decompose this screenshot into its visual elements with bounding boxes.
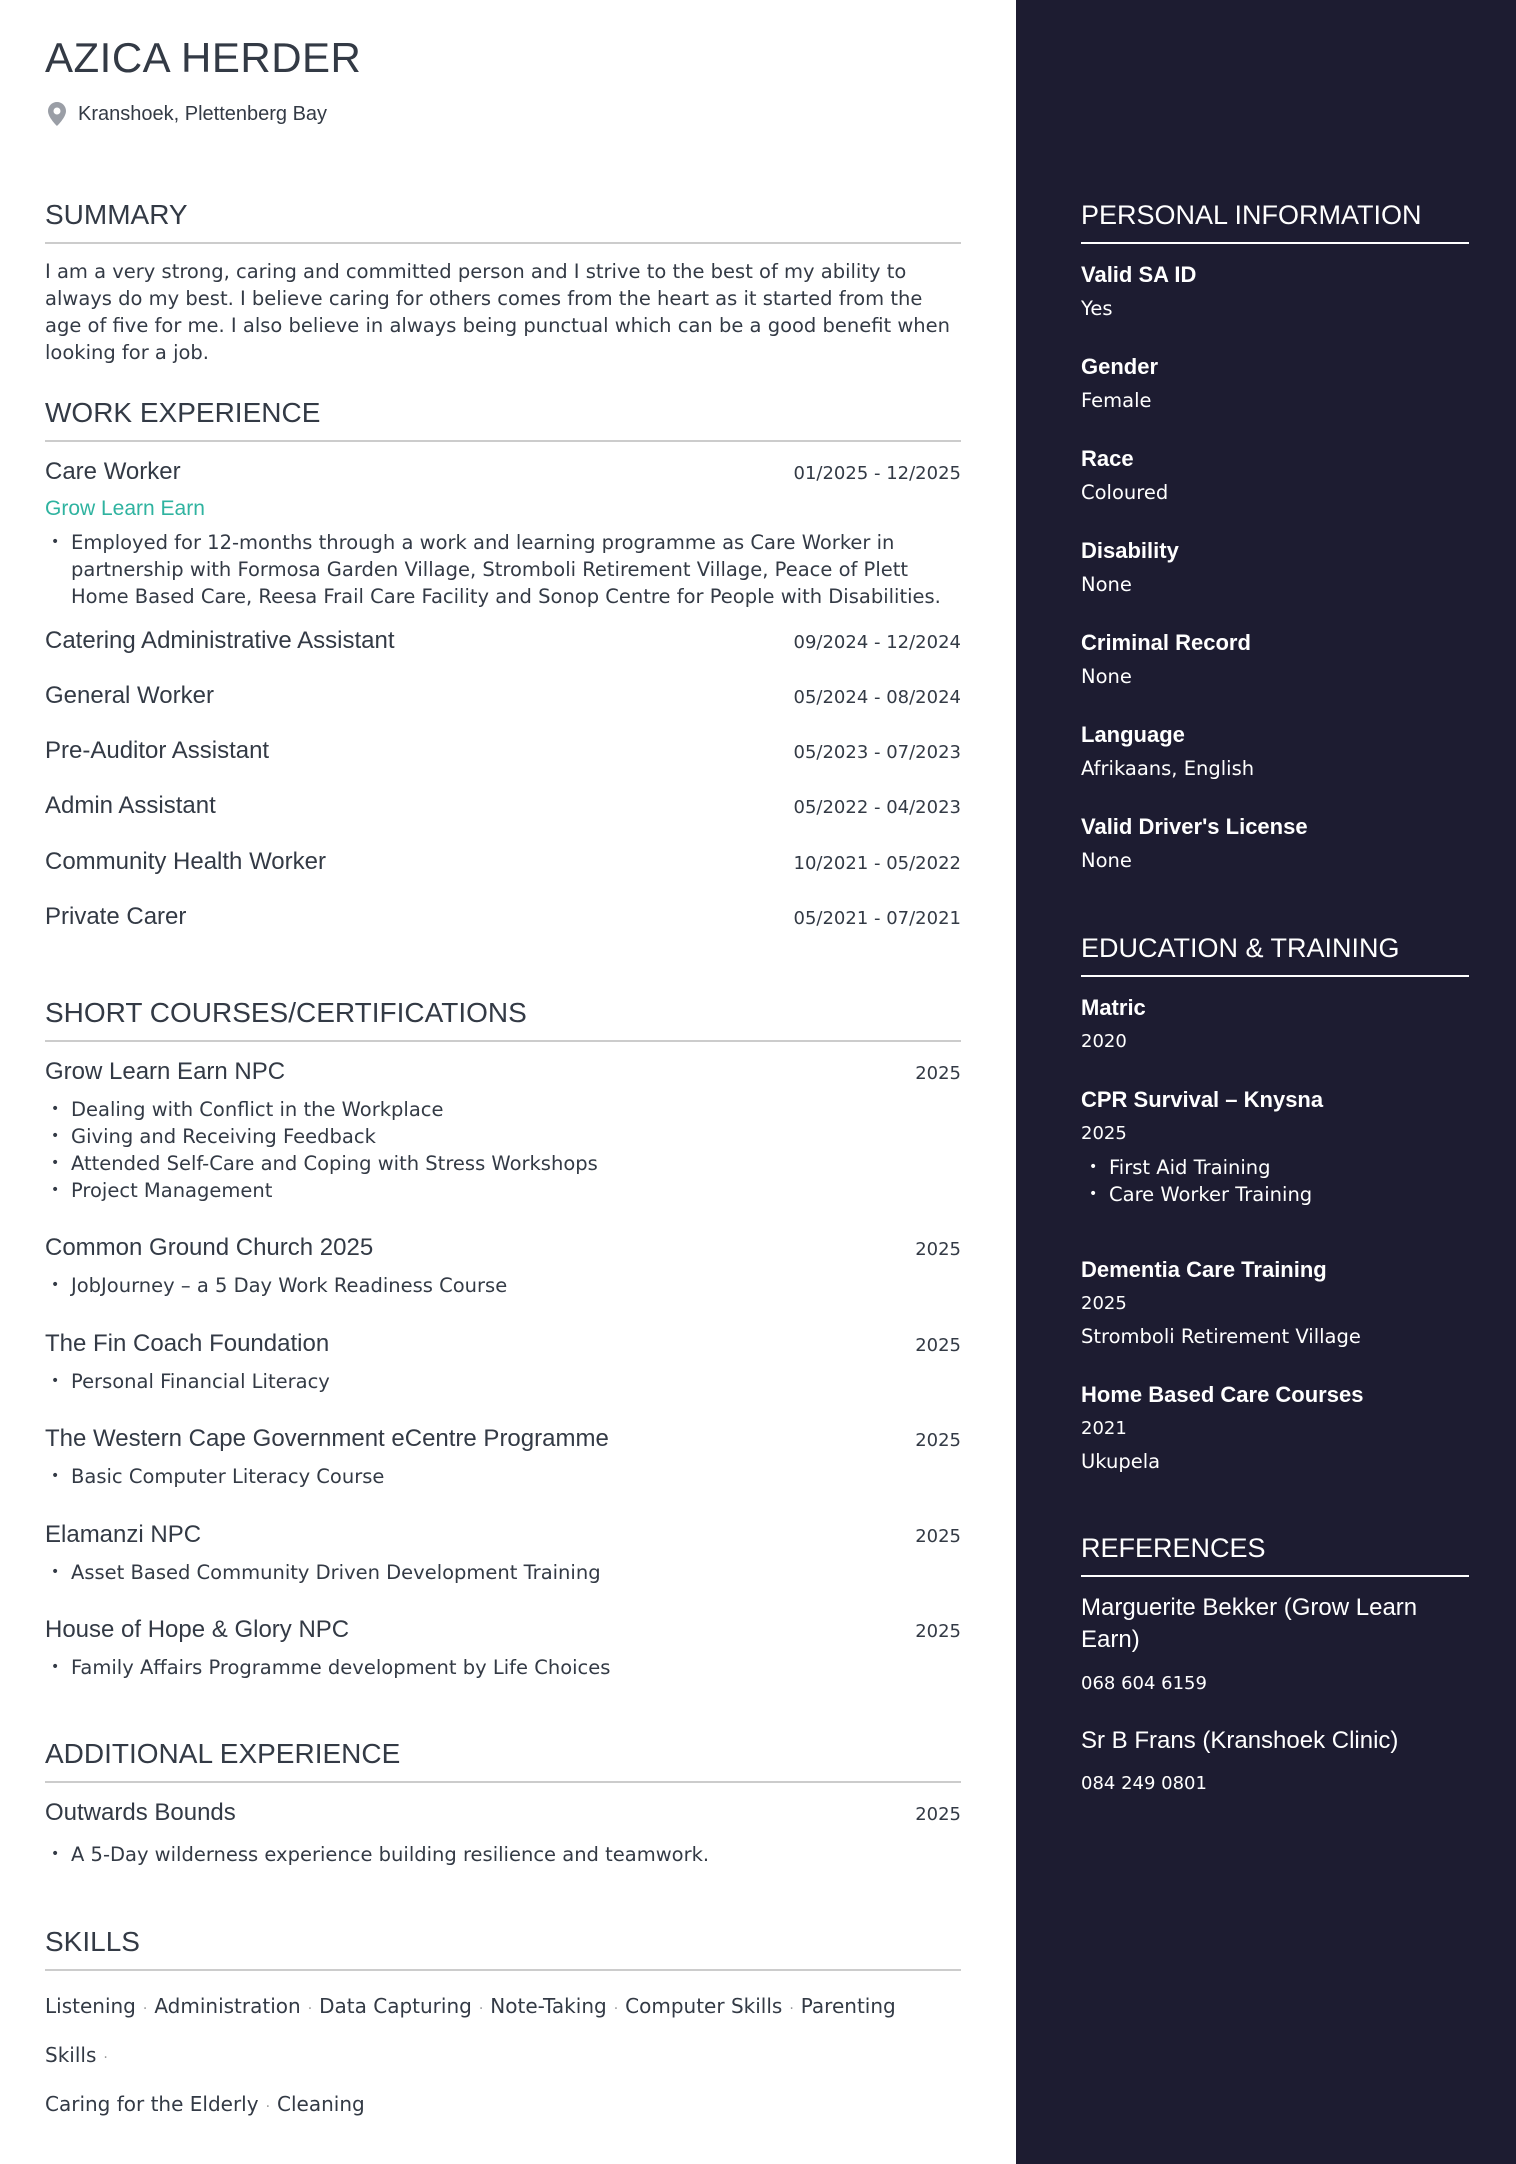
skill-item: Cleaning bbox=[277, 2092, 365, 2116]
course-bullets bbox=[45, 1368, 961, 1395]
education-place: Ukupela bbox=[1081, 1450, 1161, 1473]
job-dates: 01/2025 - 12/2025 bbox=[793, 463, 961, 484]
location bbox=[48, 102, 327, 126]
course-bullet: • Family Affairs Programme development by Life Choices bbox=[45, 1654, 961, 1681]
skill-item: Data Capturing bbox=[319, 1994, 472, 2018]
skills-heading: SKILLS bbox=[45, 1925, 961, 1971]
additional-experience-heading: ADDITIONAL EXPERIENCE bbox=[45, 1737, 961, 1783]
education-year: 2020 bbox=[1081, 1031, 1127, 1052]
job-entry bbox=[45, 848, 961, 876]
personal-info-heading: PERSONAL INFORMATION bbox=[1081, 198, 1469, 244]
job-dates: 05/2024 - 08/2024 bbox=[793, 687, 961, 708]
course-provider: Elamanzi NPC bbox=[45, 1521, 202, 1548]
course-bullets bbox=[45, 1463, 961, 1490]
work-experience-section bbox=[45, 396, 961, 936]
course-bullet: • JobJourney – a 5 Day Work Readiness Course bbox=[45, 1272, 961, 1299]
course-entry bbox=[45, 1058, 961, 1086]
job-title: Private Carer bbox=[45, 903, 187, 930]
course-bullet: • Attended Self-Care and Coping with Stress Workshops bbox=[45, 1150, 961, 1177]
summary-section bbox=[45, 198, 961, 366]
job-title: Community Health Worker bbox=[45, 848, 326, 875]
job-organization: Grow Learn Earn bbox=[45, 497, 205, 520]
location-pin-icon bbox=[48, 102, 66, 126]
course-bullet: • Giving and Receiving Feedback bbox=[45, 1123, 961, 1150]
course-entry bbox=[45, 1521, 961, 1549]
skill-item: Parenting Skills bbox=[45, 1994, 896, 2067]
course-bullet: • Project Management bbox=[45, 1177, 961, 1204]
education-bullets bbox=[1081, 1154, 1312, 1208]
job-title: Catering Administrative Assistant bbox=[45, 627, 395, 654]
info-label: Valid Driver's License bbox=[1081, 814, 1308, 839]
job-bullets bbox=[45, 529, 961, 610]
job-dates: 05/2021 - 07/2021 bbox=[793, 908, 961, 929]
job-dates: 05/2023 - 07/2023 bbox=[793, 742, 961, 763]
info-value: None bbox=[1081, 573, 1132, 596]
skill-item: Listening bbox=[45, 1994, 136, 2018]
course-provider: The Fin Coach Foundation bbox=[45, 1330, 330, 1357]
course-bullets bbox=[45, 1272, 961, 1299]
info-label: Valid SA ID bbox=[1081, 262, 1197, 287]
course-entry bbox=[45, 1425, 961, 1453]
skills-section bbox=[45, 1925, 961, 2116]
skill-item: Computer Skills bbox=[625, 1994, 783, 2018]
additional-name: Outwards Bounds bbox=[45, 1799, 236, 1826]
education-place: Stromboli Retirement Village bbox=[1081, 1325, 1361, 1348]
education-year: 2025 bbox=[1081, 1293, 1127, 1314]
info-label: Disability bbox=[1081, 538, 1179, 563]
location-text: Kranshoek, Plettenberg Bay bbox=[78, 102, 328, 125]
education-name: Matric bbox=[1081, 995, 1146, 1020]
info-label: Gender bbox=[1081, 354, 1159, 379]
course-bullet: • Personal Financial Literacy bbox=[45, 1368, 961, 1395]
skill-item: Administration bbox=[154, 1994, 301, 2018]
additional-experience-section bbox=[45, 1737, 961, 1877]
reference-name: Marguerite Bekker (Grow Learn Earn) bbox=[1081, 1594, 1418, 1653]
reference-phone: 084 249 0801 bbox=[1081, 1773, 1207, 1794]
job-title: Admin Assistant bbox=[45, 792, 216, 819]
education-name: Dementia Care Training bbox=[1081, 1257, 1327, 1282]
info-label: Language bbox=[1081, 722, 1185, 747]
reference-name: Sr B Frans (Kranshoek Clinic) bbox=[1081, 1727, 1399, 1754]
course-year: 2025 bbox=[915, 1621, 961, 1642]
additional-year: 2025 bbox=[915, 1804, 961, 1825]
candidate-name: AZICA HERDER bbox=[45, 34, 362, 81]
job-dates: 09/2024 - 12/2024 bbox=[793, 632, 961, 653]
references-section bbox=[1081, 1531, 1469, 1811]
job-bullet: • Employed for 12-months through a work and learning programme as Care Worker in partnership with Formosa Garden Village, Stromboli Retirement Village, Peace of Plett Home Based Care, Reesa Frail Care Facility and Sonop Centre for People with Disabilities. bbox=[45, 529, 961, 610]
info-label: Criminal Record bbox=[1081, 630, 1251, 655]
info-value: None bbox=[1081, 849, 1132, 872]
job-title: Care Worker bbox=[45, 458, 181, 485]
education-year: 2025 bbox=[1081, 1123, 1127, 1144]
course-year: 2025 bbox=[915, 1335, 961, 1356]
additional-bullet: • A 5-Day wilderness experience building resilience and teamwork. bbox=[45, 1841, 961, 1868]
course-entry bbox=[45, 1234, 961, 1262]
skill-item: Note-Taking bbox=[490, 1994, 607, 2018]
course-provider: House of Hope & Glory NPC bbox=[45, 1616, 350, 1643]
info-value: Female bbox=[1081, 389, 1152, 412]
info-label: Race bbox=[1081, 446, 1134, 471]
skill-item: Caring for the Elderly bbox=[45, 2092, 259, 2116]
education-name: CPR Survival – Knysna bbox=[1081, 1087, 1324, 1112]
course-bullet: • Asset Based Community Driven Development Training bbox=[45, 1559, 961, 1586]
additional-entry bbox=[45, 1799, 961, 1827]
course-bullets bbox=[45, 1654, 961, 1681]
summary-text: I am a very strong, caring and committed person and I strive to the best of my ability to always do my best. I believe caring for others comes from the heart as it started from the age of five for me. I also believe in always being punctual which can be a good benefit when looking for a job. bbox=[45, 260, 951, 364]
summary-heading: SUMMARY bbox=[45, 198, 961, 244]
job-dates: 10/2021 - 05/2022 bbox=[793, 853, 961, 874]
course-entry bbox=[45, 1616, 961, 1644]
course-entry bbox=[45, 1330, 961, 1358]
info-value: Yes bbox=[1081, 297, 1113, 320]
references-heading: REFERENCES bbox=[1081, 1531, 1469, 1577]
education-name: Home Based Care Courses bbox=[1081, 1382, 1364, 1407]
job-entry bbox=[45, 737, 961, 765]
course-year: 2025 bbox=[915, 1430, 961, 1451]
education-bullet: • Care Worker Training bbox=[1081, 1181, 1312, 1208]
course-year: 2025 bbox=[915, 1063, 961, 1084]
education-section bbox=[1081, 931, 1469, 1491]
sidebar bbox=[1016, 0, 1516, 2164]
work-experience-heading: WORK EXPERIENCE bbox=[45, 396, 961, 442]
job-entry bbox=[45, 682, 961, 710]
education-bullet: • First Aid Training bbox=[1081, 1154, 1312, 1181]
job-entry bbox=[45, 458, 961, 486]
additional-bullets bbox=[45, 1841, 961, 1868]
info-value: None bbox=[1081, 665, 1132, 688]
education-heading: EDUCATION & TRAINING bbox=[1081, 931, 1469, 977]
course-year: 2025 bbox=[915, 1239, 961, 1260]
job-dates: 05/2022 - 04/2023 bbox=[793, 797, 961, 818]
course-year: 2025 bbox=[915, 1526, 961, 1547]
skills-list: Listening · Administration · Data Capturing · Note-Taking · Computer Skills · Parenting Skills · Caring for the Elderly · Cleaning bbox=[45, 1994, 896, 2116]
reference-phone: 068 604 6159 bbox=[1081, 1673, 1207, 1694]
course-bullet: • Dealing with Conflict in the Workplace bbox=[45, 1096, 961, 1123]
education-year: 2021 bbox=[1081, 1418, 1127, 1439]
job-entry bbox=[45, 627, 961, 655]
course-bullet: • Basic Computer Literacy Course bbox=[45, 1463, 961, 1490]
course-bullets bbox=[45, 1559, 961, 1586]
courses-heading: SHORT COURSES/CERTIFICATIONS bbox=[45, 996, 961, 1042]
course-provider: Common Ground Church 2025 bbox=[45, 1234, 374, 1261]
courses-section bbox=[45, 996, 961, 1696]
course-provider: Grow Learn Earn NPC bbox=[45, 1058, 286, 1085]
info-value: Afrikaans, English bbox=[1081, 757, 1255, 780]
job-entry bbox=[45, 792, 961, 820]
personal-info-section bbox=[1081, 198, 1469, 878]
job-title: General Worker bbox=[45, 682, 214, 709]
course-provider: The Western Cape Government eCentre Programme bbox=[45, 1425, 609, 1452]
job-entry bbox=[45, 903, 961, 931]
info-value: Coloured bbox=[1081, 481, 1169, 504]
job-title: Pre-Auditor Assistant bbox=[45, 737, 270, 764]
course-bullets bbox=[45, 1096, 961, 1204]
